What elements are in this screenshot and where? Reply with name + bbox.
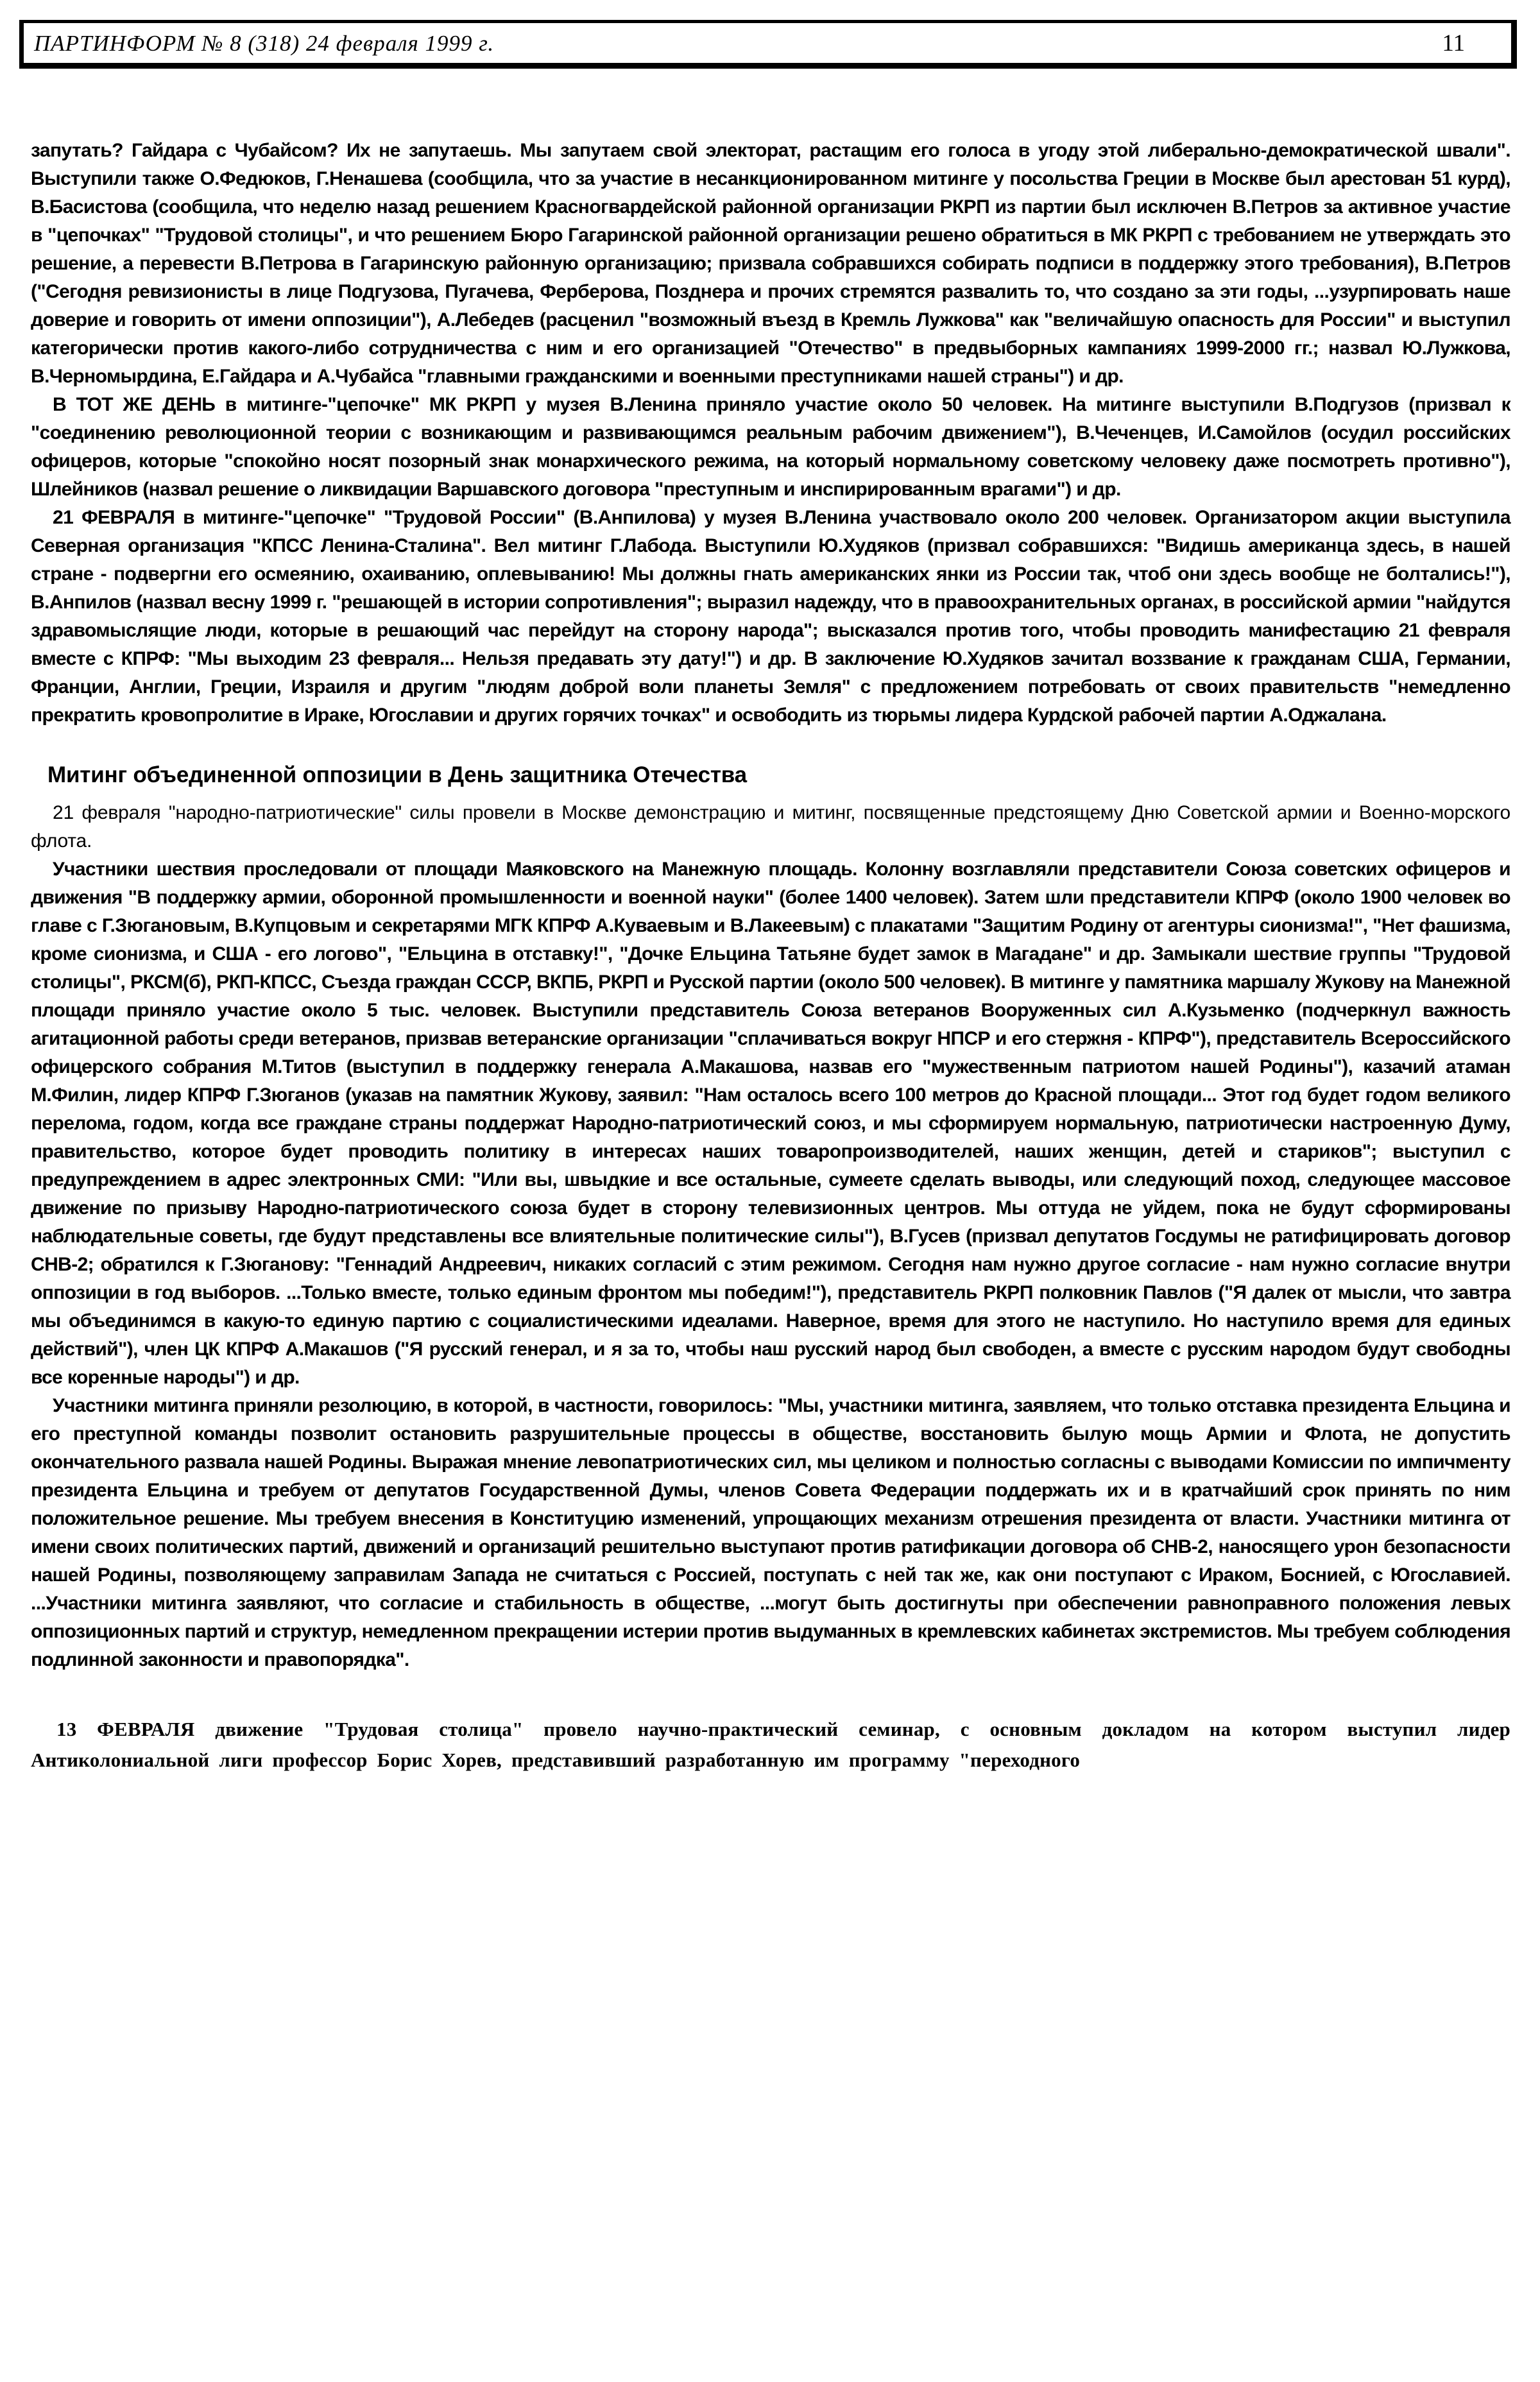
page-body <box>31 137 1510 1776</box>
paragraph-continuation-chain-meetings: запутать? Гайдара с Чубайсом? Их не запутаешь. Мы запутаем свой электорат, растащим его голоса в угоду этой либерально-демократической швали". Выступили также О.Федюков, Г.Ненашева (сообщила, что за участие в несанкционированном митинге у посольства Греции в Москве был арестован 51 курд), В.Басистова (сообщила, что неделю назад решением Красногвардейской районной организации РКРП из партии был исключен В.Петров за активное участие в "цепочках" "Трудовой столицы", и что решением Бюро Гагаринской районной организации решено обратиться в МК РКРП с требованием не утверждать это решение, а перевести В.Петрова в Гагаринскую районную организацию; призвала собравшихся собирать подписи в поддержку этого требования), В.Петров ("Сегодня ревизионисты в лице Подгузова, Пугачева, Ферберова, Позднера и прочих стремятся развалить то, что создано за эти годы, ...узурпировать наше доверие и говорить от имени оппозиции"), А.Лебедев (расценил "возможный въезд в Кремль Лужкова" как "величайшую опасность для России" и выступил категорически против какого-либо сотрудничества с ним и его организацией "Отечество" в предвыборных кампаниях 1999-2000 гг.; назвал Ю.Лужкова, В.Черномырдина, Е.Гайдара и А.Чубайса "главными гражданскими и военными преступниками нашей страны") и др. <box>31 140 1510 387</box>
paragraph-march-description: Участники шествия проследовали от площади Маяковского на Манежную площадь. Колонну возглавляли представители Союза советских офицеров и движения "В поддержку армии, оборонной промышленности и военной науки" (более 1400 человек). Затем шли представители КПРФ (около 1900 человек во главе с Г.Зюгановым, В.Купцовым и секретарями МГК КПРФ А.Куваевым и В.Лакеевым) с плакатами "Защитим Родину от агентуры сионизма!", "Нет фашизма, кроме сионизма, и США - его логово", "Ельцина в отставку!", "Дочке Ельцина Татьяне будет замок в Магадане" и др. Замыкали шествие группы "Трудовой столицы", РКСМ(б), РКП-КПСС, Съезда граждан СССР, ВКПБ, РКРП и Русской партии (около 500 человек). В митинге у памятника маршалу Жукову на Манежной площади приняло участие около 5 тыс. человек. Выступили представитель Союза ветеранов Вооруженных сил А.Кузьменко (подчеркнул важность агитационной работы среди ветеранов, призвав ветеранские организации "сплачиваться вокруг НПСР и его стержня - КПРФ"), представитель Всероссийского офицерского собрания М.Титов (выступил в поддержку генерала А.Макашова, назвав его "мужественным патриотом нашей Родины"), казачий атаман М.Филин, лидер КПРФ Г.Зюганов (указав на памятник Жукову, заявил: "Нам осталось всего 100 метров до Красной площади... Этот год будет годом великого перелома, годом, когда все граждане страны поддержат Народно-патриотический союз, и мы сформируем нормальную, патриотически настроенную Думу, правительство, которое будет проводить политику в интересах наших товаропроизводителей, наших женщин, детей и стариков"; выступил с предупреждением в адрес электронных СМИ: "Или вы, швыдкие и все остальные, сумеете сделать выводы, или следующий поход, следующее массовое движение по призыву Народно-патриотического союза будет в сторону телевизионных центров. Мы оттуда не уйдем, пока не будут сформированы наблюдательные советы, где будут представлены все влиятельные политические силы"), В.Гусев (призвал депутатов Госдумы не ратифицировать договор СНВ-2; обратился к Г.Зюганову: "Геннадий Андреевич, никаких согласий с этим режимом. Сегодня нам нужно другое согласие - нам нужно согласие внутри оппозиции в год выборов. ...Только вместе, только единым фронтом мы победим!"), представитель РКРП полковник Павлов ("Я далек от мысли, что завтра мы объединимся в какую-то единую партию с социалистическими идеалами. Наверное, время для этого не наступило. Но наступило время для единых действий"), член ЦК КПРФ А.Макашов ("Я русский генерал, и я за то, чтобы наш русский народ был свободен, а вместе с русским народом будут свободны все коренные народы") и др. <box>31 859 1510 1388</box>
paragraph-feb21-chain-meeting: 21 ФЕВРАЛЯ в митинге-"цепочке" "Трудовой России" (В.Анпилова) у музея В.Ленина участвовало около 200 человек. Организатором акции выступила Северная организация "КПСС Ленина-Сталина". Вел митинг Г.Лабода. Выступили Ю.Худяков (призвал собравшихся: "Видишь американца здесь, в нашей стране - подвергни его осмеянию, охаиванию, оплевыванию! Мы должны гнать американских янки из России так, чтоб они здесь вообще не болтались!"), В.Анпилов (назвал весну 1999 г. "решающей в истории сопротивления"; выразил надежду, что в правоохранительных органах, в российской армии "найдутся здравомыслящие люди, которые в решающий час перейдут на сторону народа"; высказался против того, чтобы проводить манифестацию 21 февраля вместе с КПРФ: "Мы выходим 23 февраля... Нельзя предавать эту дату!") и др. В заключение Ю.Худяков зачитал воззвание к гражданам США, Германии, Франции, Англии, Греции, Израиля и другим "людям доброй воли планеты Земля" с предложением потребовать от своих правительств "немедленно прекратить кровопролитие в Ираке, Югославии и других горячих точках" и освободить из тюрьмы лидера Курдской рабочей партии А.Оджалана. <box>31 507 1510 726</box>
journal-title: ПАРТИНФОРМ № 8 (318) 24 февраля 1999 г. <box>34 30 495 56</box>
page-number: 11 <box>1442 30 1465 56</box>
paragraph-same-day-meeting: В ТОТ ЖЕ ДЕНЬ в митинге-"цепочке" МК РКРП у музея В.Ленина приняло участие около 50 человек. На митинге выступили В.Подгузов (призвал к "соединению революционной теории с возникающим и развивающимся реальным рабочим движением"), В.Чеченцев, И.Самойлов (осудил российских офицеров, которые "спокойно носят позорный знак монархического режима, на который нормальному советскому человеку даже посмотреть противно"), Шлейников (назвал решение о ликвидации Варшавского договора "преступным и инспирированным врагами") и др. <box>31 394 1510 500</box>
paragraph-lead-defender-day: 21 февраля "народно-патриотические" силы провели в Москве демонстрацию и митинг, посвященные предстоящему Дню Советской армии и Военно-морского флота. <box>31 802 1510 852</box>
section-heading-defender-day-rally: Митинг объединенной оппозиции в День защитника Отечества <box>47 762 747 787</box>
paragraph-feb13-seminar: 13 ФЕВРАЛЯ движение "Трудовая столица" провело научно-практический семинар, с основным докладом на котором выступил лидер Антиколониальной лиги профессор Борис Хорев, представивший разработанную им программу "переходного <box>31 1718 1510 1771</box>
paragraph-rally-resolution: Участники митинга приняли резолюцию, в которой, в частности, говорилось: "Мы, участники митинга, заявляем, что только отставка президента Ельцина и его преступной команды позволит остановить разрушительные процессы в обществе, восстановить былую мощь Армии и Флота, не допустить окончательного развала нашей Родины. Выражая мнение левопатриотических сил, мы целиком и полностью согласны с выводами Комиссии по импичменту президента Ельцина и требуем от депутатов Государственной Думы, членов Совета Федерации поддержать их и в кратчайший срок принять по ним положительное решение. Мы требуем внесения в Конституцию изменений, упрощающих механизм отрешения президента от власти. Участники митинга от имени своих политических партий, движений и организаций решительно выступают против ратификации договора об СНВ-2, наносящего урон безопасности нашей Родины, позволяющему заправилам Запада не считаться с Россией, поступать с ней так же, как они поступают с Ираком, Боснией, с Югославией. ...Участники митинга заявляют, что согласие и стабильность в обществе, ...могут быть достигнуты при обеспечении равноправного положения левых оппозиционных партий и структур, немедленном прекращении истерии против выдуманных в кремлевских кабинетах экстремистов. Мы требуем соблюдения подлинной законности и правопорядка". <box>31 1395 1510 1670</box>
running-header <box>19 20 1517 69</box>
